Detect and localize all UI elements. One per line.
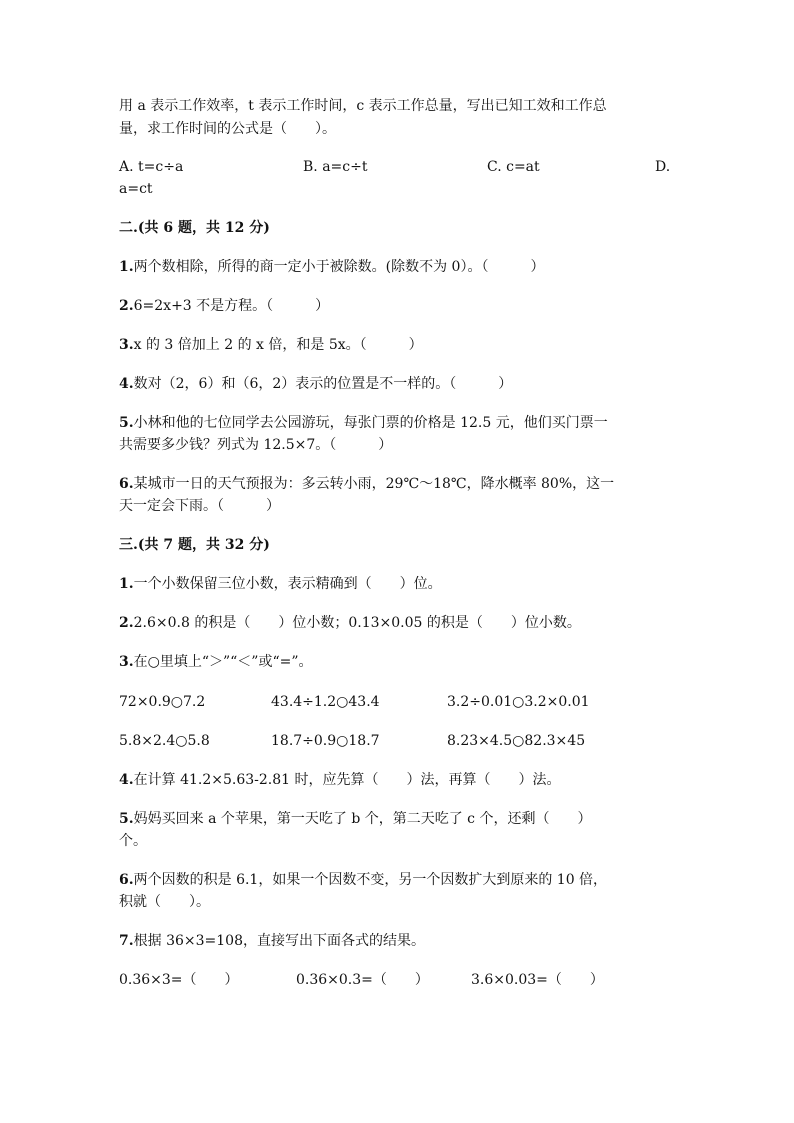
compare-item: 8.23×4.5○82.3×45 — [447, 733, 586, 749]
option-a: A. t=c÷a — [119, 159, 184, 175]
option-d: D. — [655, 159, 671, 175]
question-text: x 的 3 倍加上 2 的 x 倍，和是 5x。（ ） — [133, 337, 423, 353]
compare-item: 3.2÷0.01○3.2×0.01 — [447, 694, 590, 710]
question-text: 某城市一日的天气预报为：多云转小雨，29℃～18℃，降水概率 80%，这一 — [133, 476, 615, 492]
question-number: 2. — [119, 615, 134, 631]
s3-question-5-continued: 个。 — [119, 833, 147, 849]
question-text: 在计算 41.2×5.63-2.81 时，应先算（ ）法，再算（ ）法。 — [133, 772, 561, 788]
question-text: 2.6×0.8 的积是（ ）位小数；0.13×0.05 的积是（ ）位小数。 — [133, 615, 581, 631]
question-number: 6. — [119, 476, 134, 492]
question-text: 两个数相除，所得的商一定小于被除数。(除数不为 0）。（ ） — [133, 259, 545, 275]
s2-question-5 — [119, 413, 679, 433]
question-number: 1. — [119, 259, 134, 275]
question-text: 6=2x+3 不是方程。（ ） — [133, 298, 330, 314]
question-number: 7. — [119, 933, 134, 949]
s3-question-6-continued: 积就（ ）。 — [119, 894, 210, 910]
compare-item: 5.8×2.4○5.8 — [119, 733, 210, 749]
s3-question-4 — [119, 770, 679, 790]
s3-question-3 — [119, 652, 679, 672]
option-b: B. a=c÷t — [303, 159, 368, 175]
compare-item: 72×0.9○7.2 — [119, 694, 206, 710]
question-text: 小林和他的七位同学去公园游玩，每张门票的价格是 12.5 元，他们买门票一 — [133, 415, 608, 431]
s2-question-3 — [119, 335, 679, 355]
question-text: 在○里填上“＞”“＜”或“=”。 — [133, 654, 313, 670]
question-number: 4. — [119, 772, 134, 788]
section-2-title: 二.(共 6 题，共 12 分) — [119, 220, 270, 236]
s2-question-6-continued: 天一定会下雨。（ ） — [119, 498, 280, 514]
s3-question-7 — [119, 931, 679, 951]
option-c: C. c=at — [487, 159, 540, 175]
s2-question-2 — [119, 296, 679, 316]
question-number: 1. — [119, 576, 134, 592]
s2-question-6 — [119, 474, 679, 494]
s3-question-6 — [119, 870, 679, 890]
intro-question-line1: 用 a 表示工作效率，t 表示工作时间，c 表示工作总量，写出已知工效和工作总 — [119, 98, 607, 114]
question-number: 3. — [119, 654, 134, 670]
question-text: 根据 36×3=108，直接写出下面各式的结果。 — [133, 933, 425, 949]
option-d-continued: a=ct — [119, 181, 153, 197]
question-number: 5. — [119, 415, 134, 431]
question-number: 6. — [119, 872, 134, 888]
s3-question-2 — [119, 613, 679, 633]
question-text: 数对（2，6）和（6，2）表示的位置是不一样的。（ ） — [133, 376, 513, 392]
question-number: 3. — [119, 337, 134, 353]
question-number: 4. — [119, 376, 134, 392]
s2-question-4 — [119, 374, 679, 394]
question-number: 2. — [119, 298, 134, 314]
s2-question-1 — [119, 257, 679, 277]
question-text: 妈妈买回来 a 个苹果，第一天吃了 b 个，第二天吃了 c 个，还剩（ ） — [133, 811, 592, 827]
answer-item: 3.6×0.03=（ ） — [471, 972, 604, 988]
section-3-title: 三.(共 7 题，共 32 分) — [119, 537, 270, 553]
compare-item: 43.4÷1.2○43.4 — [271, 694, 380, 710]
question-number: 5. — [119, 811, 134, 827]
intro-question-line2: 量，求工作时间的公式是（ ）。 — [119, 121, 336, 137]
answer-item: 0.36×0.3=（ ） — [296, 972, 429, 988]
question-text: 两个因数的积是 6.1，如果一个因数不变，另一个因数扩大到原来的 10 倍， — [133, 872, 608, 888]
answer-item: 0.36×3=（ ） — [119, 972, 239, 988]
question-text: 一个小数保留三位小数，表示精确到（ ）位。 — [133, 576, 442, 592]
compare-item: 18.7÷0.9○18.7 — [271, 733, 380, 749]
s2-question-5-continued: 共需要多少钱？列式为 12.5×7。（ ） — [119, 437, 393, 453]
s3-question-5 — [119, 809, 679, 829]
s3-question-1 — [119, 574, 679, 594]
